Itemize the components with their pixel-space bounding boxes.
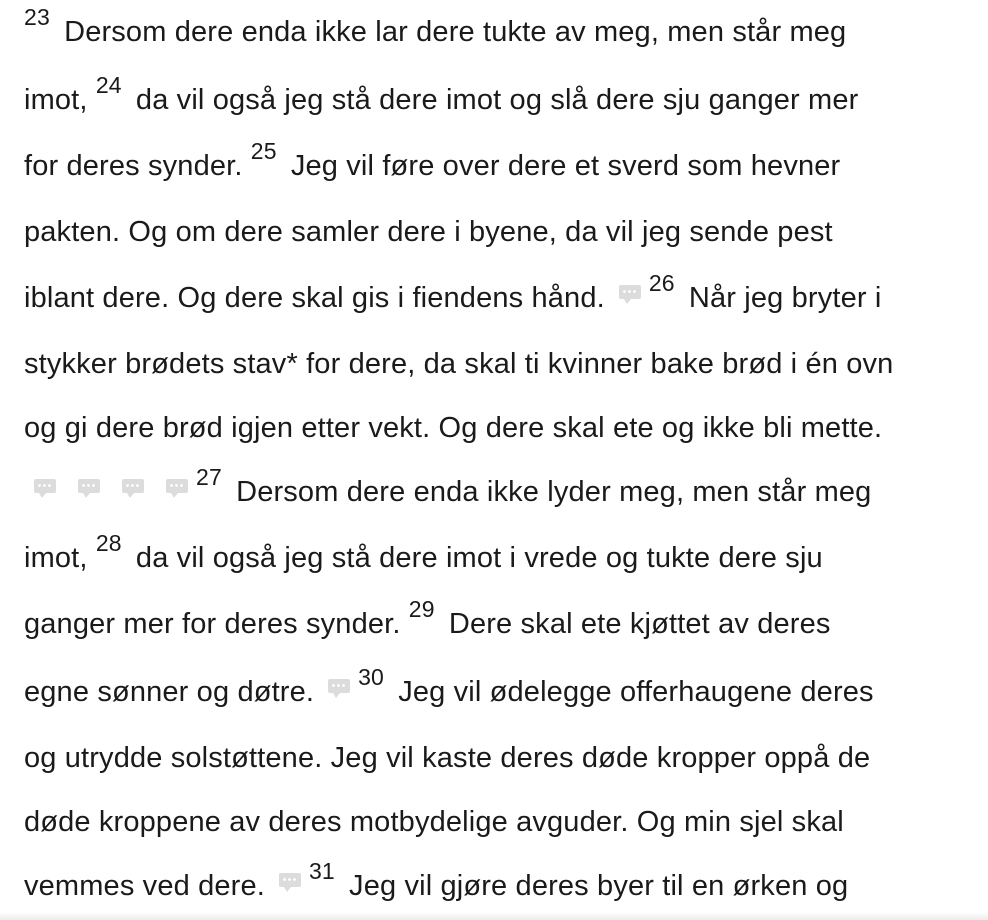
verse-number-25: 25 — [250, 138, 277, 164]
footnote-comment-icon[interactable] — [279, 873, 301, 887]
verse-text: vemmes ved dere. — [24, 870, 265, 902]
verse-text: egne sønner og døtre. — [24, 676, 315, 708]
verse-text: pakten. Og om dere samler dere i byene, da vil jeg sende pest — [24, 216, 833, 248]
verse-number-23: 23 — [24, 4, 50, 30]
text-line-14 — [24, 858, 849, 902]
verse-text: Jeg vil gjøre deres byer til en ørken og — [340, 870, 849, 902]
text-line-3 — [24, 138, 841, 182]
text-line-4 — [24, 218, 833, 247]
verse-number-30: 30 — [358, 664, 384, 690]
verse-text: og utrydde solstøttene. Jeg vil kaste deres døde kropper oppå de — [24, 742, 871, 774]
text-line-13 — [24, 808, 844, 837]
text-line-10 — [24, 596, 831, 640]
verse-number-24: 24 — [95, 72, 122, 98]
text-line-11 — [24, 664, 874, 708]
verse-text: ganger mer for deres synder. — [24, 608, 409, 640]
footnote-comment-icon[interactable] — [122, 479, 144, 493]
footnote-comment-icon[interactable] — [34, 479, 56, 493]
verse-text: Jeg vil føre over dere et sverd som hevner — [282, 150, 841, 182]
verse-text: og gi dere brød igjen etter vekt. Og dere skal ete og ikke bli mette. — [24, 412, 883, 444]
verse-text: stykker brødets stav* for dere, da skal ti kvinner bake brød i én ovn — [24, 348, 894, 380]
verse-text: imot, — [24, 84, 96, 116]
text-line-2 — [24, 72, 859, 116]
text-line-12 — [24, 744, 870, 773]
footnote-comment-icon[interactable] — [78, 479, 100, 493]
verse-number-26: 26 — [648, 270, 675, 296]
verse-number-29: 29 — [408, 596, 435, 622]
footnote-comment-icon[interactable] — [619, 285, 641, 299]
verse-text: da vil også jeg stå dere imot i vrede og tukte dere sju — [127, 542, 823, 574]
footnote-comment-icon[interactable] — [166, 479, 188, 493]
text-line-7 — [24, 414, 882, 443]
verse-text: for deres synder. — [24, 150, 251, 182]
verse-text: Dersom dere enda ikke lar dere tukte av meg, men står meg — [55, 16, 847, 48]
verse-text: døde kroppene av deres motbydelige avguder. Og min sjel skal — [24, 806, 844, 838]
verse-text: iblant dere. Og dere skal gis i fiendens hånd. — [24, 282, 605, 314]
verse-text: Dersom dere enda ikke lyder meg, men står meg — [227, 476, 872, 508]
verse-text: da vil også jeg stå dere imot og slå dere sju ganger mer — [127, 84, 859, 116]
verse-number-31: 31 — [308, 858, 335, 884]
text-line-1 — [24, 4, 847, 48]
text-line-9 — [24, 530, 823, 574]
verse-text: Når jeg bryter i — [680, 282, 882, 314]
bottom-edge-shade — [0, 912, 988, 920]
verse-text: Dere skal ete kjøttet av deres — [440, 608, 831, 640]
verse-number-27: 27 — [196, 464, 222, 490]
verse-number-28: 28 — [95, 530, 122, 556]
verse-text: imot, — [24, 542, 96, 574]
text-line-5 — [24, 270, 882, 314]
footnote-comment-icon[interactable] — [328, 679, 350, 693]
text-line-8 — [24, 464, 872, 508]
verse-text: Jeg vil ødelegge offerhaugene deres — [389, 676, 874, 708]
text-line-6 — [24, 350, 893, 379]
